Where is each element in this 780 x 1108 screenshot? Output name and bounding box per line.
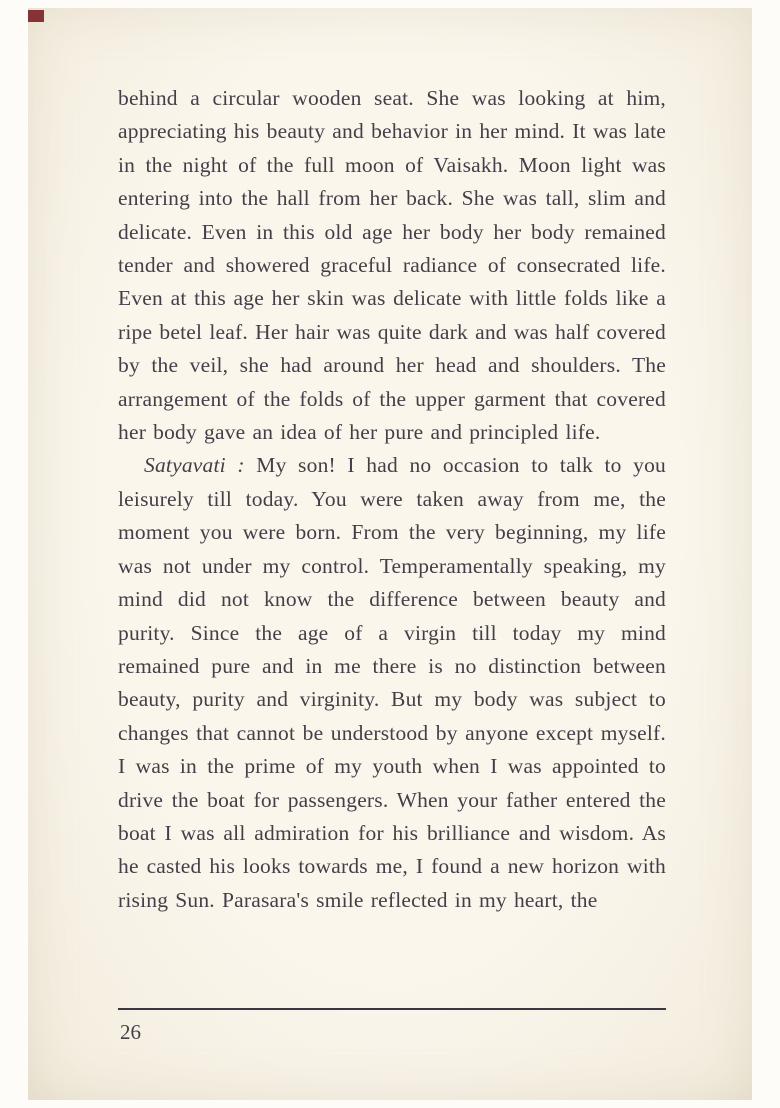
- book-page: [28, 8, 752, 1100]
- footer-divider: [118, 1008, 666, 1010]
- page-text-block: [118, 82, 666, 917]
- paragraph: [118, 449, 666, 917]
- speaker-name: Satyavati :: [144, 453, 245, 478]
- page-number: 26: [120, 1020, 141, 1044]
- scan-corner-mark: [28, 10, 44, 22]
- paragraph-text: My son! I had no occasion to talk to you leisurely till today. You were taken away from me, the moment you were born. From the very beginning, my life was not under my control. Temperamentally speaking, my mind did not know the difference between beauty and purity. Since the age of a virgin till today my mind remained pure and in me there is no distinction between beauty, purity and virginity. But my body was subject to changes that cannot be understood by anyone except myself. I was in the prime of my youth when I was appointed to drive the boat for passengers. When your father entered the boat I was all admiration for his brilliance and wisdom. As he casted his looks towards me, I found a new horizon with rising Sun. Parasara's smile reflected in my heart, the: [118, 453, 666, 912]
- paragraph: [118, 82, 666, 449]
- paragraph-text: behind a circular wooden seat. She was looking at him, appreciating his beauty and behavior in her mind. It was late in the night of the full moon of Vaisakh. Moon light was entering into the hall from her back. She was tall, slim and delicate. Even in this old age her body her body remained tender and showered graceful radiance of consecrated life. Even at this age her skin was delicate with little folds like a ripe betel leaf. Her hair was quite dark and was half covered by the veil, she had around her head and shoulders. The arrangement of the folds of the upper garment that covered her body gave an idea of her pure and principled life.: [118, 86, 666, 445]
